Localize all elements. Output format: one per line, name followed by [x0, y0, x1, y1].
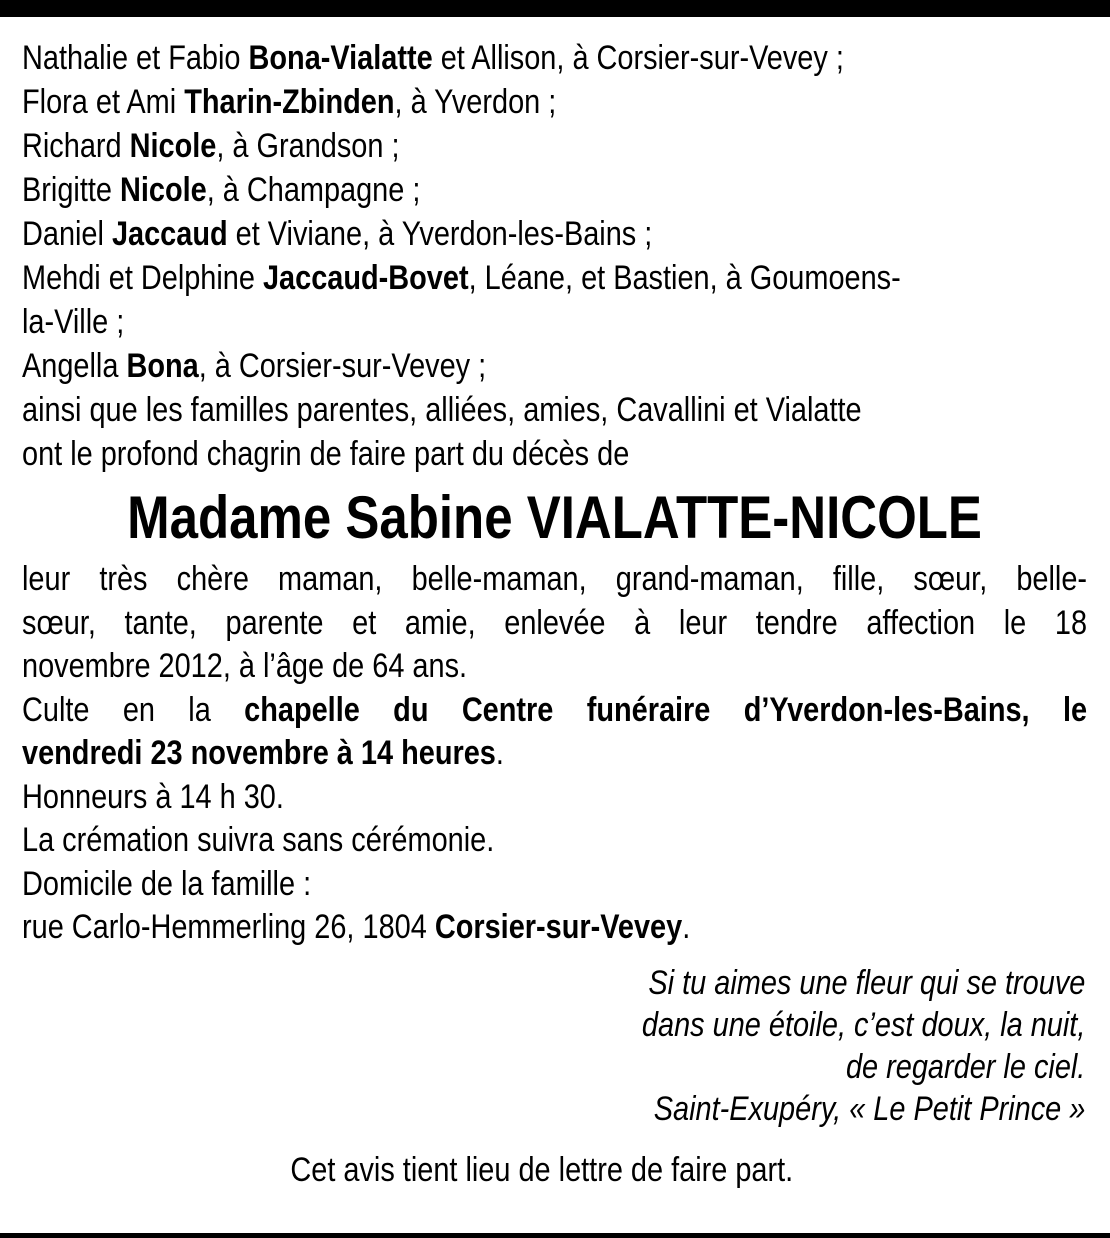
text: la-Ville ;	[22, 303, 125, 341]
text: sœur, tante, parente et amie, enlevée à leur tendre affection le 18	[22, 603, 1088, 642]
family-line	[22, 300, 1087, 344]
bold-text: Nicole	[119, 171, 207, 209]
text: rue Carlo-Hemmerling 26, 1804	[22, 908, 435, 946]
family-line	[22, 344, 1087, 388]
body-line	[22, 906, 1087, 950]
bottom-rule	[0, 1233, 1110, 1238]
quote	[22, 962, 1087, 1130]
family-line	[22, 212, 1087, 256]
deceased-name: Madame Sabine VIALATTE-NICOLE	[127, 484, 982, 551]
text: Mehdi et Delphine	[22, 259, 263, 297]
bold-text: Corsier-sur-Vevey	[434, 908, 683, 946]
family-line	[22, 168, 1087, 212]
obituary-notice	[22, 36, 1087, 1192]
text: , à Yverdon ;	[394, 83, 557, 121]
bold-text: Tharin-Zbinden	[184, 83, 395, 121]
family-line	[22, 256, 1087, 300]
bold-text: Bona-Vialatte	[248, 39, 433, 77]
quote-line: dans une étoile, c’est doux, la nuit,	[641, 1005, 1086, 1044]
bold-text: Nicole	[129, 127, 217, 165]
body-line	[22, 558, 1087, 602]
text: Domicile de la famille :	[22, 864, 312, 903]
text: Angella	[22, 347, 127, 385]
text: Nathalie et Fabio	[22, 39, 249, 77]
family-line	[22, 36, 1087, 80]
closing-note: Cet avis tient lieu de lettre de faire part.	[290, 1150, 794, 1189]
text: , Léane, et Bastien, à Goumoens-	[468, 259, 901, 297]
family-line	[22, 124, 1087, 168]
text: .	[682, 908, 691, 946]
family-line	[22, 432, 1087, 476]
body-line	[22, 863, 1087, 907]
family-line	[22, 388, 1087, 432]
bold-text: Bona	[126, 347, 199, 385]
text: , à Grandson ;	[216, 127, 400, 165]
text: , à Champagne ;	[206, 171, 421, 209]
text: et Viviane, à Yverdon-les-Bains ;	[227, 215, 653, 253]
text: La crémation suivra sans cérémonie.	[22, 821, 495, 859]
text: ont le profond chagrin de faire part du décès de	[22, 435, 630, 473]
bold-text: Jaccaud	[111, 215, 228, 253]
text: ainsi que les familles parentes, alliées, amies, Cavallini et Vialatte	[22, 391, 862, 429]
body-line	[22, 645, 1087, 689]
family-line	[22, 80, 1087, 124]
text: .	[495, 734, 504, 772]
body-line	[22, 732, 1087, 776]
text: Culte en la	[22, 690, 245, 729]
bold-text: Jaccaud-Bovet	[262, 259, 469, 297]
body-line	[22, 776, 1087, 820]
text: et Allison, à Corsier-sur-Vevey ;	[432, 39, 844, 77]
text: , à Corsier-sur-Vevey ;	[198, 347, 487, 385]
text: novembre 2012, à l’âge de 64 ans.	[22, 647, 468, 685]
family-list	[22, 36, 1087, 476]
text: leur très chère maman, belle-maman, grand-maman, fille, sœur, belle-	[22, 560, 1088, 598]
text: Daniel	[22, 215, 112, 253]
bold-text: vendredi 23 novembre à 14 heures	[22, 734, 496, 772]
quote-line: de regarder le ciel.	[845, 1047, 1086, 1086]
notice-body	[22, 558, 1087, 950]
text: Richard	[22, 127, 130, 165]
text: Brigitte	[22, 171, 120, 209]
quote-line: Si tu aimes une fleur qui se trouve	[648, 963, 1086, 1002]
bold-text: chapelle du Centre funéraire d’Yverdon-les-Bains, le	[244, 690, 1088, 729]
top-rule	[0, 0, 1110, 17]
body-line	[22, 602, 1087, 646]
text: Honneurs à 14 h 30.	[22, 777, 284, 816]
body-line	[22, 689, 1087, 733]
quote-attribution: Saint-Exupéry, « Le Petit Prince »	[653, 1089, 1086, 1128]
body-line	[22, 819, 1087, 863]
text: Flora et Ami	[22, 83, 185, 121]
